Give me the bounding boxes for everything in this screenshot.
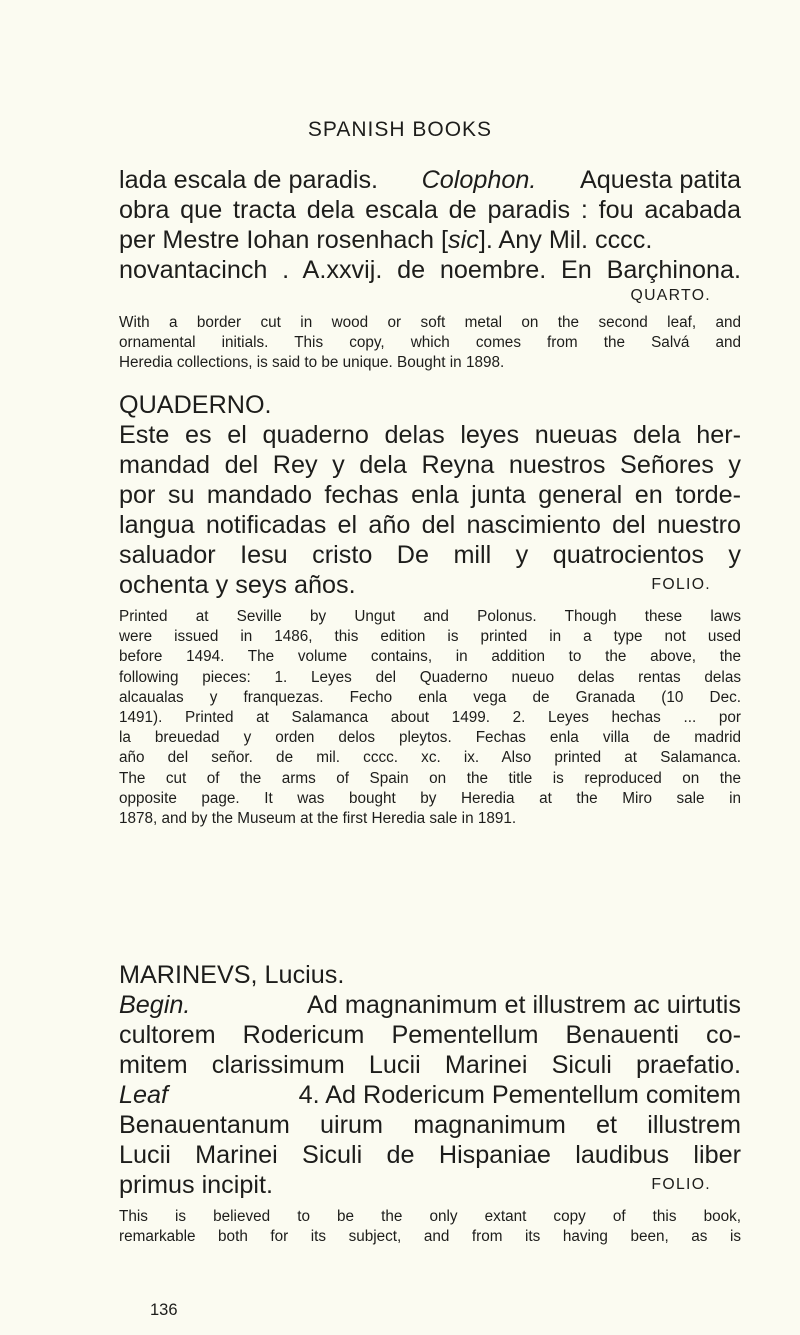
note-line: before 1494. The volume contains, in addition to the above, the [119,648,741,666]
note-line: This is believed to be the only extant copy of this book, [119,1208,741,1225]
entry-quaderno [119,390,741,829]
entry-note [119,607,741,829]
entry-marineus [119,960,741,1247]
entry-heading: QUADERNO. [119,391,272,419]
note-line: With a border cut in wood or soft metal on the second leaf, and [119,314,741,331]
entry-line [119,570,741,600]
entry-line [119,1080,741,1110]
colophon-label: Colophon. [421,166,537,194]
entry-line: Lucii Marinei Siculi de Hispaniae laudibus liber [119,1141,741,1169]
entry-line [119,165,741,195]
leaf-label: Leaf [119,1081,169,1109]
text-span: lada escala de paradis. [119,166,379,194]
note-line: 1878, and by the Museum at the first Heredia sale in 1891. [119,810,517,828]
entry-line: Este es el quaderno delas leyes nueuas dela her- [119,421,741,449]
note-line: Heredia collections, is said to be unique. Bought in 1898. [119,354,505,372]
note-line: 1491). Printed at Salamanca about 1499. 2. Leyes hechas ... por [119,709,741,727]
format-line [119,285,741,307]
note-line: remarkable both for its subject, and from its having been, as is [119,1228,741,1246]
note-line: ornamental initials. This copy, which comes from the Salvá and [119,334,741,352]
text-span: ochenta y seys años. [119,571,356,599]
format-label: FOLIO. [651,1176,711,1193]
note-line: were issued in 1486, this edition is printed in a type not used [119,628,741,646]
note-line: Printed at Seville by Ungut and Polonus. Though these laws [119,608,741,625]
note-line: año del señor. de mil. cccc. xc. ix. Also printed at Salamanca. [119,749,741,767]
entry-line: mitem clarissimum Lucii Marinei Siculi praefatio. [119,1051,741,1079]
entry-line [119,990,741,1020]
note-line: la breuedad y orden delos pleytos. Fechas enla villa de madrid [119,729,741,747]
entry-line: obra que tracta dela escala de paradis : fou acabada [119,196,741,224]
entry-note [119,313,741,374]
note-line: following pieces: 1. Leyes del Quaderno nueuo delas rentas delas [119,668,741,686]
entry-line: saluador Iesu cristo De mill y quatrocientos y [119,541,741,569]
entry-line: novantacinch . A.xxvij. de noembre. En Barçhinona. [119,256,741,284]
entry-line [119,225,741,255]
format-label: FOLIO. [651,576,711,593]
entry-escala-de-paradis [119,165,741,374]
entry-line: Benauentanum uirum magnanimum et illustrem [119,1111,741,1139]
entry-line: mandad del Rey y dela Reyna nuestros Señores y [119,451,741,479]
note-line: opposite page. It was bought by Heredia at the Miro sale in [119,789,741,807]
begin-label: Begin. [119,991,191,1019]
format-label: QUARTO. [630,287,711,304]
text-span: per Mestre Iohan rosenhach [sic]. Any Mil. cccc. [119,226,653,254]
entry-note [119,1207,741,1247]
text-span: Aquesta patita [579,166,741,194]
text-span: Ad magnanimum et illustrem ac uirtutis [307,991,741,1019]
page-number: 136 [150,1301,178,1319]
entry-line: por su mandado fechas enla junta general en torde- [119,481,741,509]
text-span: 4. Ad Rodericum Pementellum comitem [298,1081,741,1109]
entry-line: cultorem Rodericum Pementellum Benauenti co- [119,1021,741,1049]
entry-heading: MARINEVS, Lucius. [119,961,345,989]
running-head: SPANISH BOOKS [307,118,493,141]
sic-label: sic [448,226,479,254]
text-span: primus incipit. [119,1171,273,1199]
entry-line [119,1170,741,1200]
note-line: The cut of the arms of Spain on the title is reproduced on the [119,769,741,787]
note-line: alcaualas y franquezas. Fecho enla vega de Granada (10 Dec. [119,688,741,706]
entry-line: langua notificadas el año del nascimiento del nuestro [119,511,741,539]
